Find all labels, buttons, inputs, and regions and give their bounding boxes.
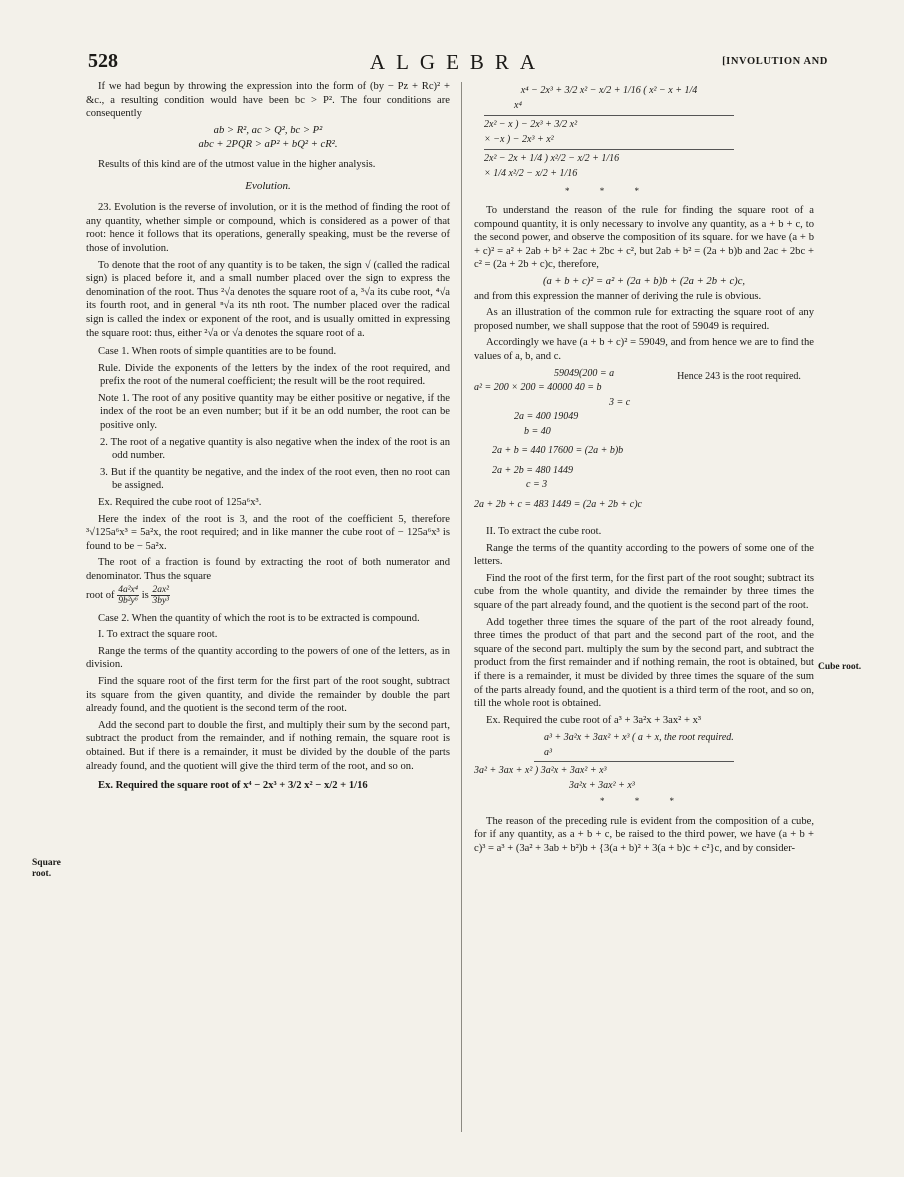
section-heading-evolution: Evolution. (245, 179, 291, 192)
working-line-2: x⁴ (514, 100, 522, 111)
right-column (474, 80, 814, 859)
numeric-line-2: a² = 200 × 200 = 40000 40 = b (474, 382, 602, 394)
case-1-heading: Case 1. When roots of simple quantities are to be found. (98, 346, 337, 358)
cube-line-4: 3a²x + 3ax² + x³ (569, 779, 635, 791)
working-line-6: × 1/4 x²/2 − x/2 + 1/16 (484, 168, 578, 179)
square-root-working (484, 84, 734, 198)
example-3-heading: Ex. Required the cube root of a³ + 3a²x + 3ax² + x³ (486, 714, 702, 726)
square-identity: (a + b + c)² = a² + (2a + b)b + (2a + 2b + c)c, (542, 275, 746, 287)
example-1-body: Here the index of the root is 3, and the root of the coefficient 5, therefore ³√125a⁶x³ = 5a²x, the root required; and in like manner the cube root of − 125a⁶x³ is found to be − 5a²x. (86, 513, 450, 552)
fraction-numerator: 4a²x⁴ (118, 584, 139, 595)
cube-line-3: 3a² + 3ax + x² ) 3a²x + 3ax² + x³ (474, 765, 607, 777)
numeric-line-4: 2a = 400 19049 (514, 411, 579, 423)
cube-line-2: a³ (544, 746, 552, 758)
numeric-line-8: c = 3 (526, 479, 548, 491)
denote-paragraph: To denote that the root of any quantity is to be taken, the sign √ (called the radical sign) is placed before it, and a small number placed over the sign to express the denomination of the root. Thus ²√a denotes the square root of a, ³√a its cube root, ⁴√a its fourth root, and in general ⁿ√a its nth root. The number placed over the radical sign is called the index or exponent of the root, and is usually omitted in expressing the square root: thus, either ²√a or √a denotes the square root of a. (86, 259, 450, 339)
running-head: [INVOLUTION AND (722, 56, 828, 67)
reason-paragraph: The reason of the preceding rule is evident from the composition of a cube, for if any quantity, as a + b + c, be raised to the third power, we have (a + b + c)³ = a³ + (3a² + 3ab + b²)b + {3(a + b)² + 3(a + b)c + c²}c, and by consider- (474, 815, 814, 855)
accordingly-paragraph: Accordingly we have (a + b + c)² = 59049, and from hence we are to find the values of a, b, and c. (474, 337, 814, 362)
working-line-3: 2x² − x ) − 2x³ + 3/2 x² (484, 119, 578, 130)
square-root-heading: I. To extract the square root. (98, 629, 218, 641)
column-divider (461, 82, 462, 1132)
square-root-add: Add the second part to double the first, and multiply their sum by the second part, subtract the product from the remainder, and if nothing remain, the square root is obtained. But if there is a remainder, it must be divided by the double of the parts already found, and the quotient will give the third term of the root, and so on. (86, 719, 450, 772)
derive-paragraph: and from this expression the manner of deriving the rule is obvious. (474, 290, 762, 302)
left-column (86, 80, 450, 796)
fraction-result-denominator: 3by³ (152, 595, 170, 606)
fraction-result (151, 585, 170, 606)
cube-line-1: a³ + 3a²x + 3ax² + x³ ( a + x, the root required. (544, 732, 734, 744)
note-1: Note 1. The root of any positive quantity may be either positive or negative, if the index of the root be an even number; but if it be an odd number, the root can be positive only. (98, 392, 450, 432)
condition-line-2: abc + 2PQR > aP² + bQ² + cR². (198, 139, 338, 151)
working-rule-2 (484, 149, 734, 150)
numeric-line-7: 2a + 2b = 480 1449 (492, 464, 573, 476)
square-root-range: Range the terms of the quantity according to the powers of one of the letters, as in division. (86, 645, 450, 671)
numeric-line-6: 2a + b = 440 17600 = (2a + b)b (492, 445, 624, 457)
fraction-intro: The root of a fraction is found by extracting the root of both numerator and denominator. Thus the square (86, 557, 450, 582)
intro-paragraph: If we had begun by throwing the expression into the form of (by − Pz + Rc)² + &c., a resulting condition would have been bc > P². The four conditions are consequently (86, 81, 450, 120)
working-line-5: 2x² − 2x + 1/4 ) x²/2 − x/2 + 1/16 (484, 153, 620, 164)
cube-root-heading: II. To extract the cube root. (486, 526, 602, 538)
hence-note: Hence 243 is the root required. (677, 370, 801, 382)
cube-rule-1 (534, 761, 734, 762)
margin-note-cube-root: Cube root. (818, 662, 862, 672)
fraction-is-label: is (141, 589, 149, 601)
fraction-given (117, 585, 139, 606)
rule-paragraph: Rule. Divide the exponents of the letters by the index of the root required, and prefix the root of the numeral coefficient; the result will be the root required. (98, 362, 450, 388)
numeric-line-9: 2a + 2b + c = 483 1449 = (2a + 2b + c)c (474, 498, 642, 510)
cube-root-find: Find the root of the first term, for the first part of the root sought; subtract its cube from the whole quantity, and divide the remainder by three times the square of the part already found, and the quotient is the second part of the root. (474, 572, 814, 611)
fraction-result-numerator: 2ax² (152, 584, 170, 595)
cube-root-range: Range the terms of the quantity according to the powers of some one of the letters. (474, 542, 814, 568)
note-3: 3. But if the quantity be negative, and the index of the root even, then no root can be assigned. (100, 466, 450, 492)
square-root-find: Find the square root of the first term for the first part of the root sought, subtract its square from the given quantity, and divide the remainder by double the part already found, and the quotient is the second term of the root. (86, 675, 450, 715)
page-number: 528 (88, 50, 118, 72)
fraction-denominator: 9b²y⁶ (118, 595, 139, 606)
note-2: 2. The root of a negative quantity is also negative when the index of the root is an odd number. (100, 436, 450, 462)
numeric-line-5: b = 40 (524, 425, 551, 437)
working-dots: * * * (565, 186, 653, 196)
margin-note-square-root: Square root. (32, 858, 61, 879)
fraction-example (86, 585, 450, 606)
example-2-heading: Ex. Required the square root of x⁴ − 2x³ + 3/2 x² − x/2 + 1/16 (98, 780, 368, 792)
numeric-line-1: 59049(200 = a (554, 367, 615, 379)
fraction-root-label: root of (86, 589, 115, 601)
understand-paragraph: To understand the reason of the rule for finding the square root of a compound quantity, it is only necessary to involve any quantity, as a + b + c, to the second power, and observe the composition of its square. for we have (a + b + c)² = a² + 2ab + b² + 2ac + 2bc + c², but 2ab + b² = (2a + b)b and 2ac + 2bc + c² = (2a + 2b + c)c, therefore, (474, 205, 814, 271)
illustration-paragraph: As an illustration of the common rule for extracting the square root of any proposed number, we shall suppose that the root of 59049 is required. (474, 307, 814, 332)
cube-root-add: Add together three times the square of the part of the root already found, three times the product of that part and the second part of the root, and the square of the second part. multiply the sum by the second part, and subtract the product from the first remainder and if nothing remain, the root is obtained, but if there is a remainder, it must be divided by three times the square of the sum of the parts already found, and the quotient is a third term of the root, and so on, till the whole root is obtained. (474, 616, 814, 710)
condition-line-1: ab > R², ac > Q², bc > P² (213, 124, 323, 136)
numeric-working (474, 367, 814, 512)
results-paragraph: Results of this kind are of the utmost value in the higher analysis. (98, 158, 376, 170)
case-2-heading: Case 2. When the quantity of which the root is to be extracted is compound. (98, 612, 420, 624)
page-title: ALGEBRA (369, 50, 547, 74)
page-header (88, 50, 828, 80)
paragraph-23: 23. Evolution is the reverse of involution, or it is the method of finding the root of any quantity, whether simple or compound, which is considered as a power of that root: hence it follows that its operations, generally speaking, must be the reverse of those of involution. (86, 202, 450, 254)
working-line-1: x⁴ − 2x³ + 3/2 x² − x/2 + 1/16 ( x² − x + 1/4 (520, 85, 698, 96)
cube-dots: * * * (600, 796, 688, 807)
working-rule-1 (484, 115, 734, 116)
cube-root-working (474, 731, 814, 809)
numeric-line-3: 3 = c (609, 396, 631, 408)
example-1-heading: Ex. Required the cube root of 125a⁶x³. (98, 497, 262, 509)
working-line-4: × −x ) − 2x³ + x² (484, 134, 554, 145)
